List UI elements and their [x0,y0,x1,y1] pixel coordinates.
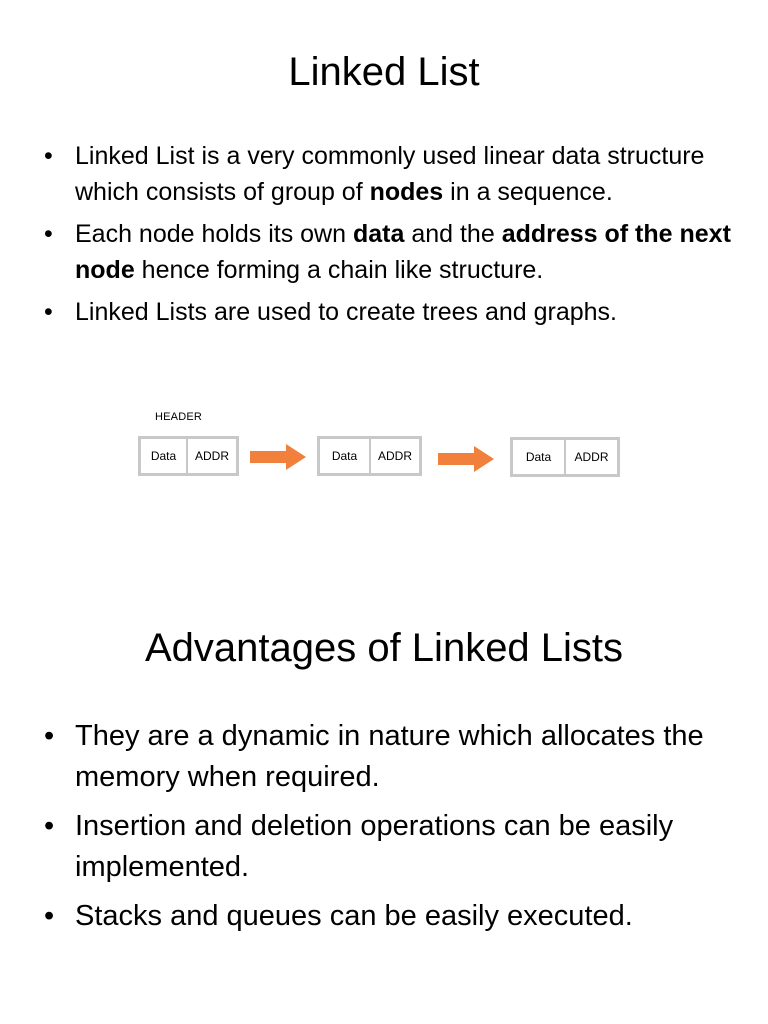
bullet-item [44,138,734,210]
bullet-text: Stacks and queues can be easily executed. [75,900,633,932]
bullet-text: Linked List is a very commonly used linear data structure which consists of group of nodes in a sequence. [75,142,705,206]
bullet-icon: • [44,298,53,326]
node-data-cell: Data [141,439,188,473]
node-addr-cell: ADDR [195,449,230,463]
node-data-cell: Data [513,440,566,474]
slide-title: Advantages of Linked Lists [144,626,624,670]
arrow-right-icon [250,444,306,470]
list-node [138,436,239,476]
list-node [317,436,422,476]
bullet-icon: • [44,720,55,752]
bullet-item [44,806,734,888]
bullet-item [44,716,734,798]
bullet-item [44,294,734,330]
linked-list-diagram [0,400,768,500]
node-data-cell: Data [320,439,371,473]
bullet-text: They are a dynamic in nature which allocates the memory when required. [75,720,704,793]
bullet-icon: • [44,900,55,932]
header-label: HEADER [155,411,203,423]
bullet-item [44,216,734,288]
slide-title: Linked List [288,50,480,94]
bullet-icon: • [44,220,53,248]
bullet-item [44,896,734,937]
bullet-icon: • [44,810,55,842]
node-addr-cell: ADDR [377,449,412,463]
bullet-text: Each node holds its own data and the address of the next node hence forming a chain like structure. [75,220,731,284]
bullet-list [44,716,734,945]
bullet-text: Insertion and deletion operations can be easily implemented. [75,810,674,883]
node-addr-cell: ADDR [574,450,609,464]
list-node [510,437,620,477]
bullet-icon: • [44,142,53,170]
slide-advantages [0,600,768,1024]
arrow-right-icon [438,446,494,472]
bullet-text: Linked Lists are used to create trees and graphs. [75,298,617,326]
bullet-list [44,138,734,336]
